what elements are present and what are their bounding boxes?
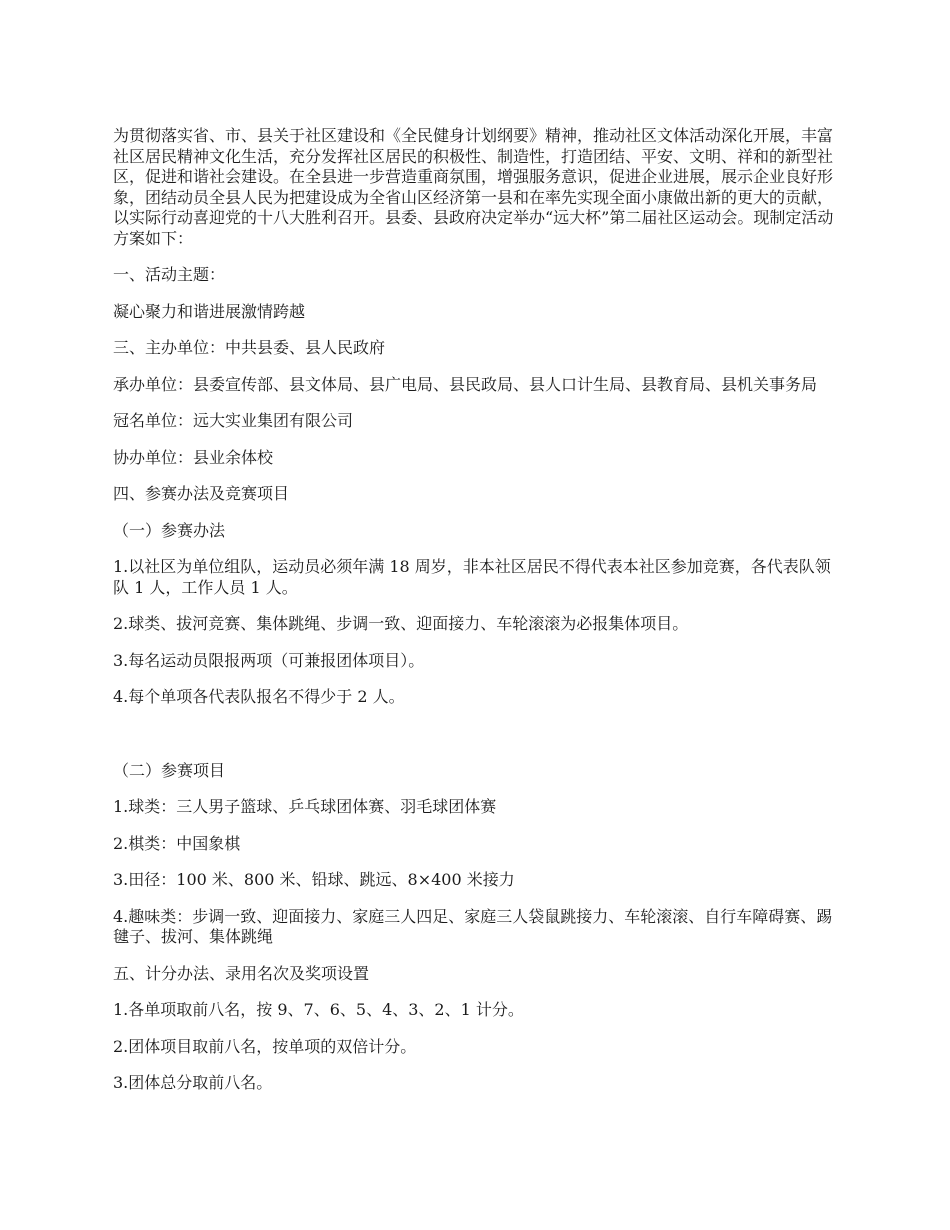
score-item-1: 1.各单项取前八名，按 9、7、6、5、4、3、2、1 计分。: [113, 1000, 524, 1019]
blank-spacer: [113, 724, 840, 761]
section-heading-theme: 一、活动主题：: [113, 265, 226, 284]
co-organizer: 协办单位：县业余体校: [113, 447, 274, 467]
score-item-3: 3.团体总分取前八名。: [113, 1073, 273, 1092]
score-item-2: 2.团体项目取前八名，按单项的双倍计分。: [113, 1036, 417, 1056]
host-units: 三、主办单位：中共县委、县人民政府: [113, 338, 386, 357]
rule-item-3: 3.每名运动员限报两项（可兼报团体项目）。: [113, 650, 425, 670]
section-heading-rules-events: 四、参赛办法及竞赛项目: [113, 484, 290, 503]
event-item-3: 3.田径：100 米、800 米、铅球、跳远、8×400 米接力: [113, 870, 515, 889]
organizer-units: 承办单位：县委宣传部、县文体局、县广电局、县民政局、县人口计生局、县教育局、县机关事务局: [113, 374, 818, 394]
title-sponsor: 冠名单位：远大实业集团有限公司: [113, 411, 354, 430]
section-heading-scoring: 五、计分办法、录用名次及奖项设置: [113, 963, 370, 983]
document-page: [113, 126, 840, 1110]
rule-item-2: 2.球类、拔河竞赛、集体跳绳、步调一致、迎面接力、车轮滚滚为必报集体项目。: [113, 614, 689, 633]
event-item-4: 4.趣味类：步调一致、迎面接力、家庭三人四足、家庭三人袋鼠跳接力、车轮滚滚、自行车障碍赛、踢毽子、拔河、集体跳绳: [113, 906, 833, 946]
theme-text: 凝心聚力和谐进展激情跨越: [113, 301, 306, 321]
subheading-events: （二）参赛项目: [113, 760, 226, 780]
event-item-2: 2.棋类：中国象棋: [113, 833, 241, 853]
rule-item-4: 4.每个单项各代表队报名不得少于 2 人。: [113, 687, 405, 706]
subheading-rules: （一）参赛办法: [113, 520, 226, 540]
rule-item-1: 1.以社区为单位组队，运动员必须年满 18 周岁，非本社区居民不得代表本社区参加竞赛，各代表队领队 1 人，工作人员 1 人。: [113, 557, 831, 597]
intro-paragraph: 为贯彻落实省、市、县关于社区建设和《全民健身计划纲要》精神，推动社区文体活动深化开展，丰富社区居民精神文化生活，充分发挥社区居民的积极性、制造性，打造团结、平安、文明、祥和的新型社区，促进和谐社会建设。在全县进一步营造重商氛围，增强服务意识，促进企业进展，展示企业良好形象，团结动员全县人民为把建设成为全省山区经济第一县和在率先实现全面小康做出新的更大的贡献，以实际行动喜迎党的十八大胜利召开。县委、县政府决定举办“远大杯”第二届社区运动会。现制定活动方案如下：: [113, 126, 834, 248]
event-item-1: 1.球类：三人男子篮球、乒乓球团体赛、羽毛球团体赛: [113, 797, 497, 816]
